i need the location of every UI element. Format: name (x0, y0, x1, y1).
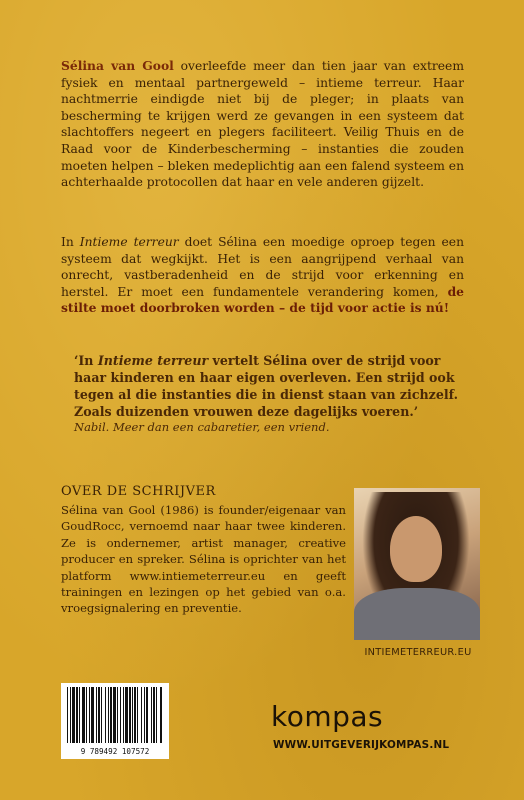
barcode-bar (89, 687, 90, 743)
barcode-bar (76, 687, 78, 743)
barcode-bar (113, 687, 116, 743)
about-heading: OVER DE SCHRIJVER (61, 484, 216, 499)
barcode-bar (101, 687, 102, 743)
photo-jacket (354, 588, 480, 640)
summary-emphasis: de stilte moet doorbroken worden – de tijd voor actie is nú! (61, 283, 464, 316)
barcode-bar (132, 687, 133, 743)
barcode-bar (105, 687, 106, 743)
endorsement-quote (74, 352, 464, 420)
summary-prefix: In (61, 235, 80, 249)
barcode-bar (67, 687, 68, 743)
publisher-url: WWW.UITGEVERIJKOMPAS.NL (273, 739, 450, 751)
summary-text: doet Sélina een moedige oproep tegen een systeem dat wegkijkt. Het is een aangrijpend verhaal van onrecht, vastberadenheid en de strijd voor erkenning en herstel. Er moet een fundamentele verandering komen, (61, 235, 464, 299)
barcode-bars (65, 687, 165, 745)
author-name: Sélina van Gool (61, 58, 174, 73)
barcode-bar (82, 687, 85, 743)
barcode-bar (160, 687, 162, 743)
barcode-bar (91, 687, 94, 743)
summary-paragraph (61, 234, 464, 317)
photo-face (390, 516, 442, 582)
barcode-bar (125, 687, 128, 743)
barcode-bar (156, 687, 157, 743)
barcode-bar (86, 687, 87, 743)
quote-text: vertelt Sélina over de strijd voor haar kinderen en haar eigen overleven. Een strijd ook tegen al die instanties die in dienst staan van zichzelf. Zoals duizenden vrouwen deze dagelijks voeren.’ (74, 353, 458, 419)
barcode-bar (129, 687, 131, 743)
barcode-bar (79, 687, 80, 743)
intro-text: overleefde meer dan tien jaar van extreem fysiek en mentaal partnergeweld – intieme terreur. Haar nachtmerrie eindigde niet bij de pleger; in plaats van bescherming te krijgen werd ze gevangen in een systeem dat slachtoffers negeert en plegers faciliteert. Veilig Thuis en de Raad voor de Kinderbescherming – instanties die zouden moeten helpen – bleken medeplichtig aan een falend systeem en achterhaalde protocollen dat haar en vele anderen gijzelt. (61, 59, 464, 190)
author-photo (354, 488, 480, 640)
quote-attribution: Nabil. Meer dan een cabaretier, een vriend. (74, 420, 330, 434)
intro-paragraph (61, 58, 464, 191)
barcode-bar (146, 687, 148, 743)
barcode-bar (72, 687, 75, 743)
quote-prefix: ‘In (74, 353, 98, 368)
isbn-number: 9 789492 107572 (80, 747, 150, 756)
barcode-bar (153, 687, 155, 743)
barcode-bar (108, 687, 109, 743)
barcode-bar (151, 687, 152, 743)
barcode-bar (70, 687, 71, 743)
barcode-bar (141, 687, 142, 743)
publisher-logo: kompas (271, 700, 384, 733)
barcode-bar (123, 687, 124, 743)
barcode (61, 683, 169, 759)
barcode-bar (144, 687, 145, 743)
barcode-bar (117, 687, 118, 743)
barcode-bar (110, 687, 112, 743)
about-text: Sélina van Gool (1986) is founder/eigenaar van GoudRocc, vernoemd naar haar twee kinderen. Ze is ondernemer, artist manager, creative producer en spreker. Sélina is oprichter van het platform www.intiemeterreur.eu en geeft trainingen en lezingen op het gebied van o.a. vroegsignalering en preventie. (61, 503, 346, 616)
website-caption: INTIEMETERREUR.EU (364, 647, 472, 658)
barcode-bar (120, 687, 121, 743)
quote-book-title: Intieme terreur (97, 353, 209, 368)
book-title: Intieme terreur (79, 235, 179, 249)
barcode-bar (137, 687, 138, 743)
barcode-bar (134, 687, 136, 743)
barcode-bar (96, 687, 97, 743)
barcode-bar (98, 687, 100, 743)
